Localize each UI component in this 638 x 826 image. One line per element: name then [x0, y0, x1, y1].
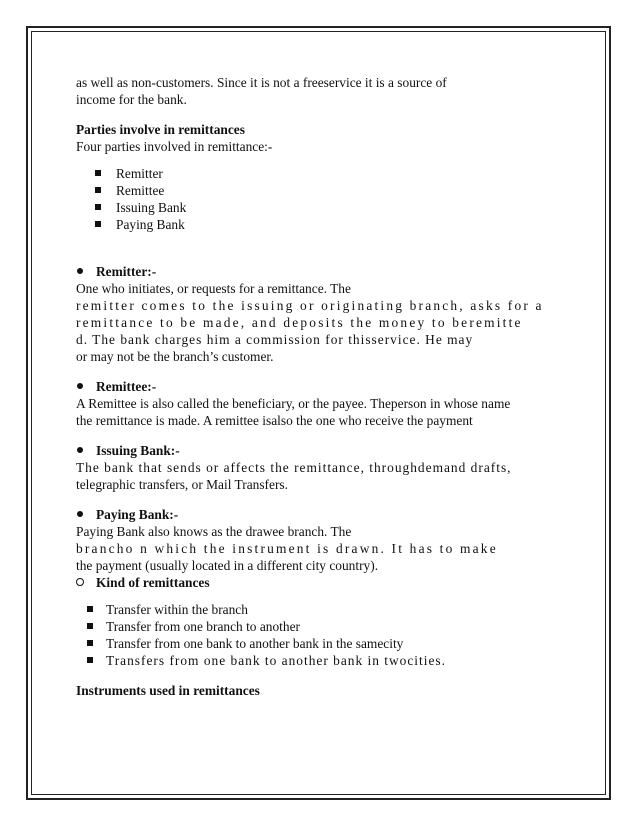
- parties-list: [76, 165, 576, 233]
- remittee-line-1: A Remittee is also called the beneficiary, or the payee. Theperson in whose name: [76, 396, 511, 411]
- list-item: Remitter: [76, 165, 576, 182]
- document-body: [76, 74, 576, 699]
- list-item: Issuing Bank: [76, 199, 576, 216]
- intro-line-1: as well as non-customers. Since it is not a freeservice it is a source of: [76, 75, 447, 90]
- parties-heading: Parties involve in remittances: [76, 122, 245, 137]
- square-bullet-icon: [95, 187, 101, 193]
- square-bullet-icon: [95, 204, 101, 210]
- kinds-list: [76, 601, 576, 669]
- square-bullet-icon: [95, 170, 101, 176]
- ring-bullet-icon: [76, 578, 84, 586]
- remitter-line-4: d. The bank charges him a commission for thisservice. He may: [76, 332, 474, 347]
- list-item: Transfer within the branch: [76, 601, 576, 618]
- round-bullet-icon: [77, 383, 83, 389]
- remitter-line-1: One who initiates, or requests for a remittance. The: [76, 281, 351, 296]
- list-item: Transfers from one bank to another bank in twocities.: [76, 652, 576, 669]
- list-item: Remittee: [76, 182, 576, 199]
- paying-line-2: brancho n which the instrument is drawn. It has to make: [76, 541, 498, 556]
- square-bullet-icon: [87, 606, 93, 612]
- issuing-heading: Issuing Bank:-: [76, 442, 576, 459]
- remitter-line-3: remittance to be made, and deposits the money to beremitte: [76, 315, 523, 330]
- remitter-line-2: remitter comes to the issuing or originating branch, asks for a: [76, 298, 544, 313]
- round-bullet-icon: [77, 268, 83, 274]
- square-bullet-icon: [87, 640, 93, 646]
- intro-line-2: income for the bank.: [76, 92, 187, 107]
- issuing-line-1: The bank that sends or affects the remittance, throughdemand drafts,: [76, 460, 512, 475]
- kinds-heading: Kind of remittances: [76, 574, 576, 591]
- square-bullet-icon: [87, 623, 93, 629]
- list-item: Transfer from one bank to another bank in the samecity: [76, 635, 576, 652]
- square-bullet-icon: [87, 657, 93, 663]
- parties-intro: Four parties involved in remittance:-: [76, 139, 273, 154]
- remitter-line-5: or may not be the branch’s customer.: [76, 349, 274, 364]
- paying-heading: Paying Bank:-: [76, 506, 576, 523]
- remitter-heading: Remitter:-: [76, 263, 576, 280]
- list-item: Paying Bank: [76, 216, 576, 233]
- round-bullet-icon: [77, 447, 83, 453]
- paying-line-3: the payment (usually located in a different city country).: [76, 558, 379, 573]
- instruments-heading: Instruments used in remittances: [76, 683, 260, 698]
- paying-line-1: Paying Bank also knows as the drawee branch. The: [76, 524, 352, 539]
- issuing-line-2: telegraphic transfers, or Mail Transfers.: [76, 477, 288, 492]
- list-item: Transfer from one branch to another: [76, 618, 576, 635]
- remittee-line-2: the remittance is made. A remittee isalso the one who receive the payment: [76, 413, 473, 428]
- remittee-heading: Remittee:-: [76, 378, 576, 395]
- round-bullet-icon: [77, 511, 83, 517]
- square-bullet-icon: [95, 221, 101, 227]
